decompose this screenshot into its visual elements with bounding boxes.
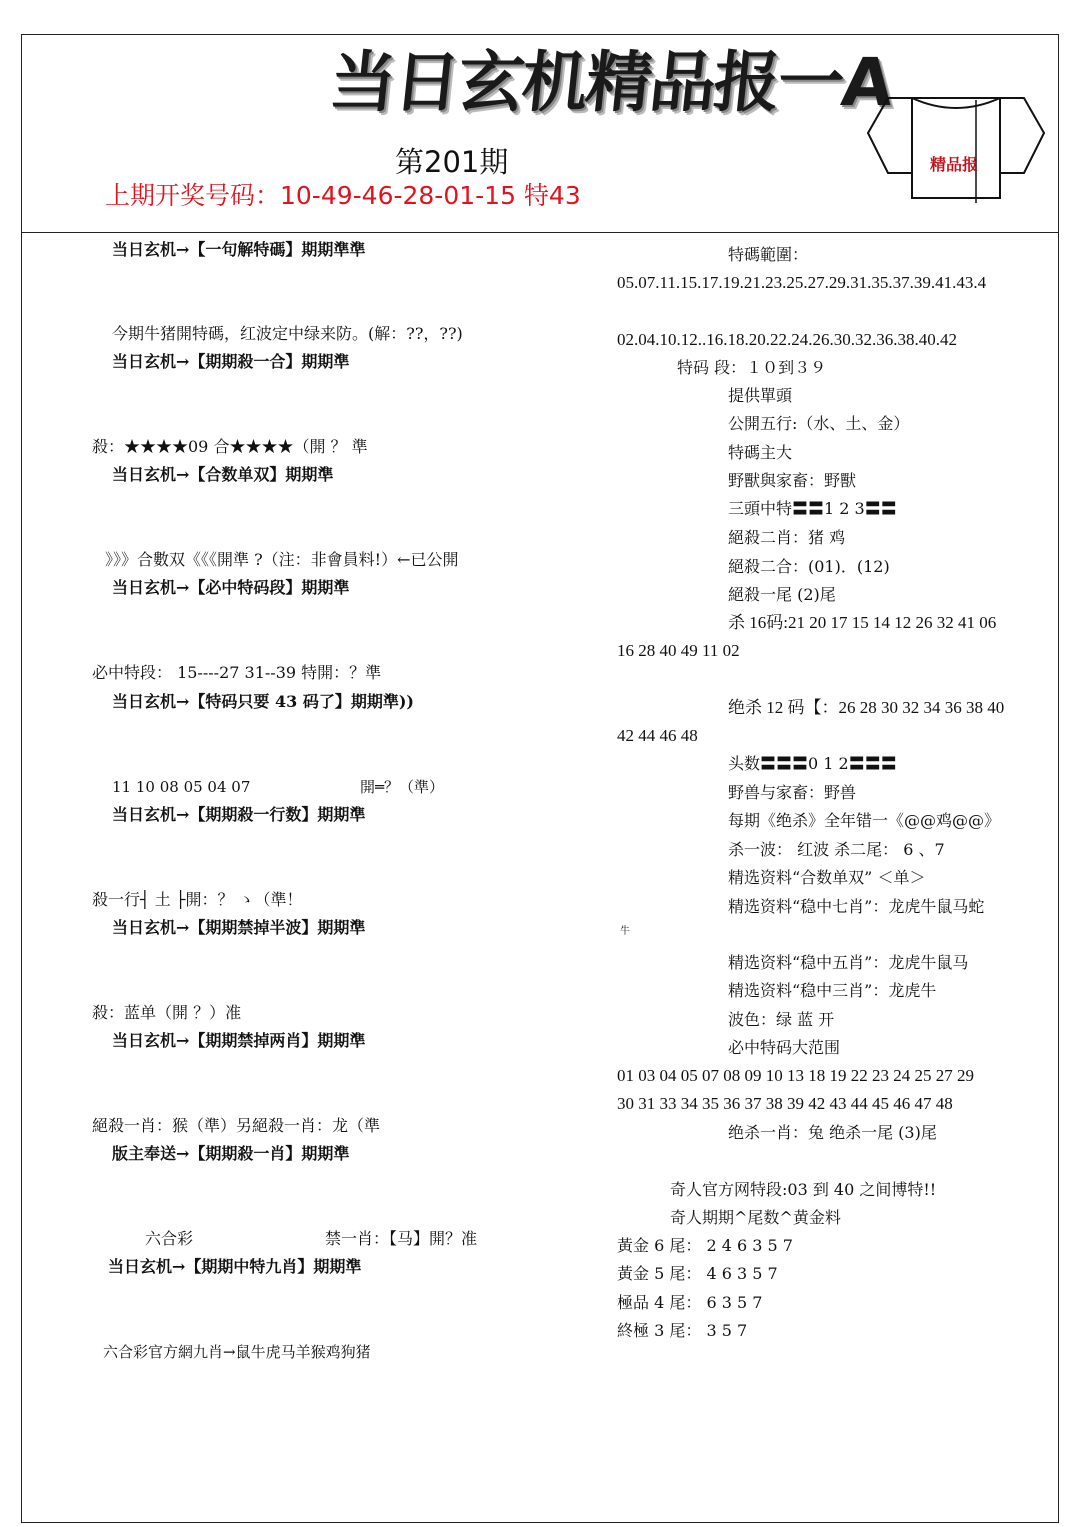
- right-row-18: 野兽与家畜：野兽: [728, 783, 857, 802]
- right-row-24: 精选资料“稳中五肖”：龙虎牛鼠马: [728, 953, 969, 972]
- right-row-31: 奇人官方网特段:03 到 40 之间博特!!: [670, 1180, 937, 1199]
- right-row-13: 杀 16码:21 20 17 15 14 12 26 32 41 06: [728, 613, 997, 632]
- right-row-4: 特码 段：１０到３９: [677, 358, 827, 377]
- left-row-18: 版主奉送→【期期殺一肖】期期準: [112, 1144, 350, 1163]
- right-row-33: 黃金 6 尾： 2 4 6 3 5 7: [617, 1236, 793, 1255]
- right-row-27: 必中特码大范围: [728, 1038, 841, 1057]
- right-row-23: 牛: [620, 926, 630, 937]
- left-row-4: 殺：★★★★09 合★★★★（開 ？ 準: [92, 437, 368, 456]
- right-row-26: 波色：绿 蓝 开: [728, 1010, 835, 1029]
- left-row-12: 当日玄机→【期期殺一行数】期期準: [112, 805, 366, 824]
- left-row-2: 今期牛猪開特碼，红波定中绿来防。(解：??，??): [112, 324, 463, 343]
- right-row-8: 野獸與家畜：野獸: [728, 471, 857, 490]
- right-row-9: 三頭中特〓〓1 2 3〓〓: [728, 499, 897, 518]
- left-row-13: 殺一行┤ 土 ├開：？ ゝ（準！: [92, 890, 303, 909]
- right-row-32: 奇人期期^尾数^黄金料: [670, 1208, 841, 1227]
- left-row-22: 六合彩官方網九肖→鼠牛虎马羊猴鸡狗猪: [103, 1343, 371, 1361]
- banner-title: 当日玄机精品报一A: [325, 44, 896, 121]
- left-row-14: 当日玄机→【期期禁掉半波】期期準: [112, 918, 366, 937]
- right-row-36: 終極 3 尾： 3 5 7: [617, 1321, 748, 1340]
- last-draw-numbers: 上期开奖号码：10-49-46-28-01-15 特43: [105, 181, 581, 210]
- right-row-21: 精选资料“合数单双” ＜单＞: [728, 868, 926, 887]
- right-row-7: 特碼主大: [728, 443, 793, 462]
- right-row-16: 42 44 46 48: [617, 726, 698, 745]
- right-row-20: 杀一波： 红波 杀二尾： 6 、7: [728, 840, 945, 859]
- left-row-1: 当日玄机→【一句解特碼】期期準準: [112, 240, 366, 259]
- right-row-35: 極品 4 尾： 6 3 5 7: [617, 1293, 763, 1312]
- right-row-3: 02.04.10.12..16.18.20.22.24.26.30.32.36.38.40.42: [617, 330, 957, 349]
- right-row-34: 黃金 5 尾： 4 6 3 5 7: [617, 1264, 778, 1283]
- left-row-10: 11 10 08 05 04 07: [112, 778, 251, 796]
- right-row-25: 精选资料“稳中三肖”：龙虎牛: [728, 981, 937, 1000]
- right-row-1: 特碼範圍：: [728, 245, 809, 264]
- issue-number: 第201期: [395, 145, 509, 179]
- left-row-6: 》》》合數双《《《開準 ?（注：非會員料!）←已公開: [105, 550, 459, 569]
- right-row-5: 提供單頭: [728, 386, 793, 405]
- right-row-22: 精选资料“稳中七肖”：龙虎牛鼠马蛇: [728, 897, 985, 916]
- right-row-17: 头数〓〓〓0 1 2〓〓〓: [728, 754, 897, 773]
- left-row-9: 当日玄机→【特码只要 43 码了】期期準)): [112, 692, 414, 711]
- right-row-30: 绝杀一肖：兔 绝杀一尾 (3)尾: [728, 1123, 937, 1142]
- right-row-28: 01 03 04 05 07 08 09 10 13 18 19 22 23 24 25 27 29: [617, 1066, 974, 1085]
- badge-label: 精品报: [930, 155, 979, 174]
- left-row-3: 当日玄机→【期期殺一合】期期準: [112, 352, 350, 371]
- left-row-5: 当日玄机→【合数单双】期期準: [112, 465, 334, 484]
- left-row-21: 当日玄机→【期期中特九肖】期期準: [108, 1257, 362, 1276]
- right-row-12: 絕殺一尾 (2)尾: [728, 585, 836, 604]
- right-row-19: 每期《绝杀》全年错一《@@鸡@@》: [728, 811, 1001, 830]
- left-row-7: 当日玄机→【必中特码段】期期準: [112, 578, 350, 597]
- right-row-2: 05.07.11.15.17.19.21.23.25.27.29.31.35.37.39.41.43.4: [617, 273, 987, 292]
- left-row-20: 禁一肖：【马】開？准: [325, 1229, 478, 1248]
- right-row-11: 絕殺二合：(01)．(12): [728, 557, 890, 576]
- left-row-16: 当日玄机→【期期禁掉两肖】期期準: [112, 1031, 366, 1050]
- scroll-banner-icon: [860, 78, 1050, 208]
- left-row-11: 開═？（準）: [360, 778, 445, 796]
- header-divider: [22, 232, 1058, 233]
- left-row-8: 必中特段： 15----27 31--39 特開：？準: [92, 663, 382, 682]
- left-row-17: 絕殺一肖：猴（準）另絕殺一肖：龙（準: [92, 1116, 381, 1135]
- left-row-15: 殺：蓝单（開 ？）准: [92, 1003, 242, 1022]
- left-row-19: 六合彩: [145, 1229, 194, 1248]
- right-row-10: 絕殺二肖：猪 鸡: [728, 528, 846, 547]
- right-row-29: 30 31 33 34 35 36 37 38 39 42 43 44 45 46 47 48: [617, 1094, 953, 1113]
- right-row-14: 16 28 40 49 11 02: [617, 641, 740, 660]
- right-row-6: 公開五行:（水、土、金）: [728, 414, 910, 433]
- right-row-15: 绝杀 12 码【：26 28 30 32 34 36 38 40: [728, 698, 1005, 717]
